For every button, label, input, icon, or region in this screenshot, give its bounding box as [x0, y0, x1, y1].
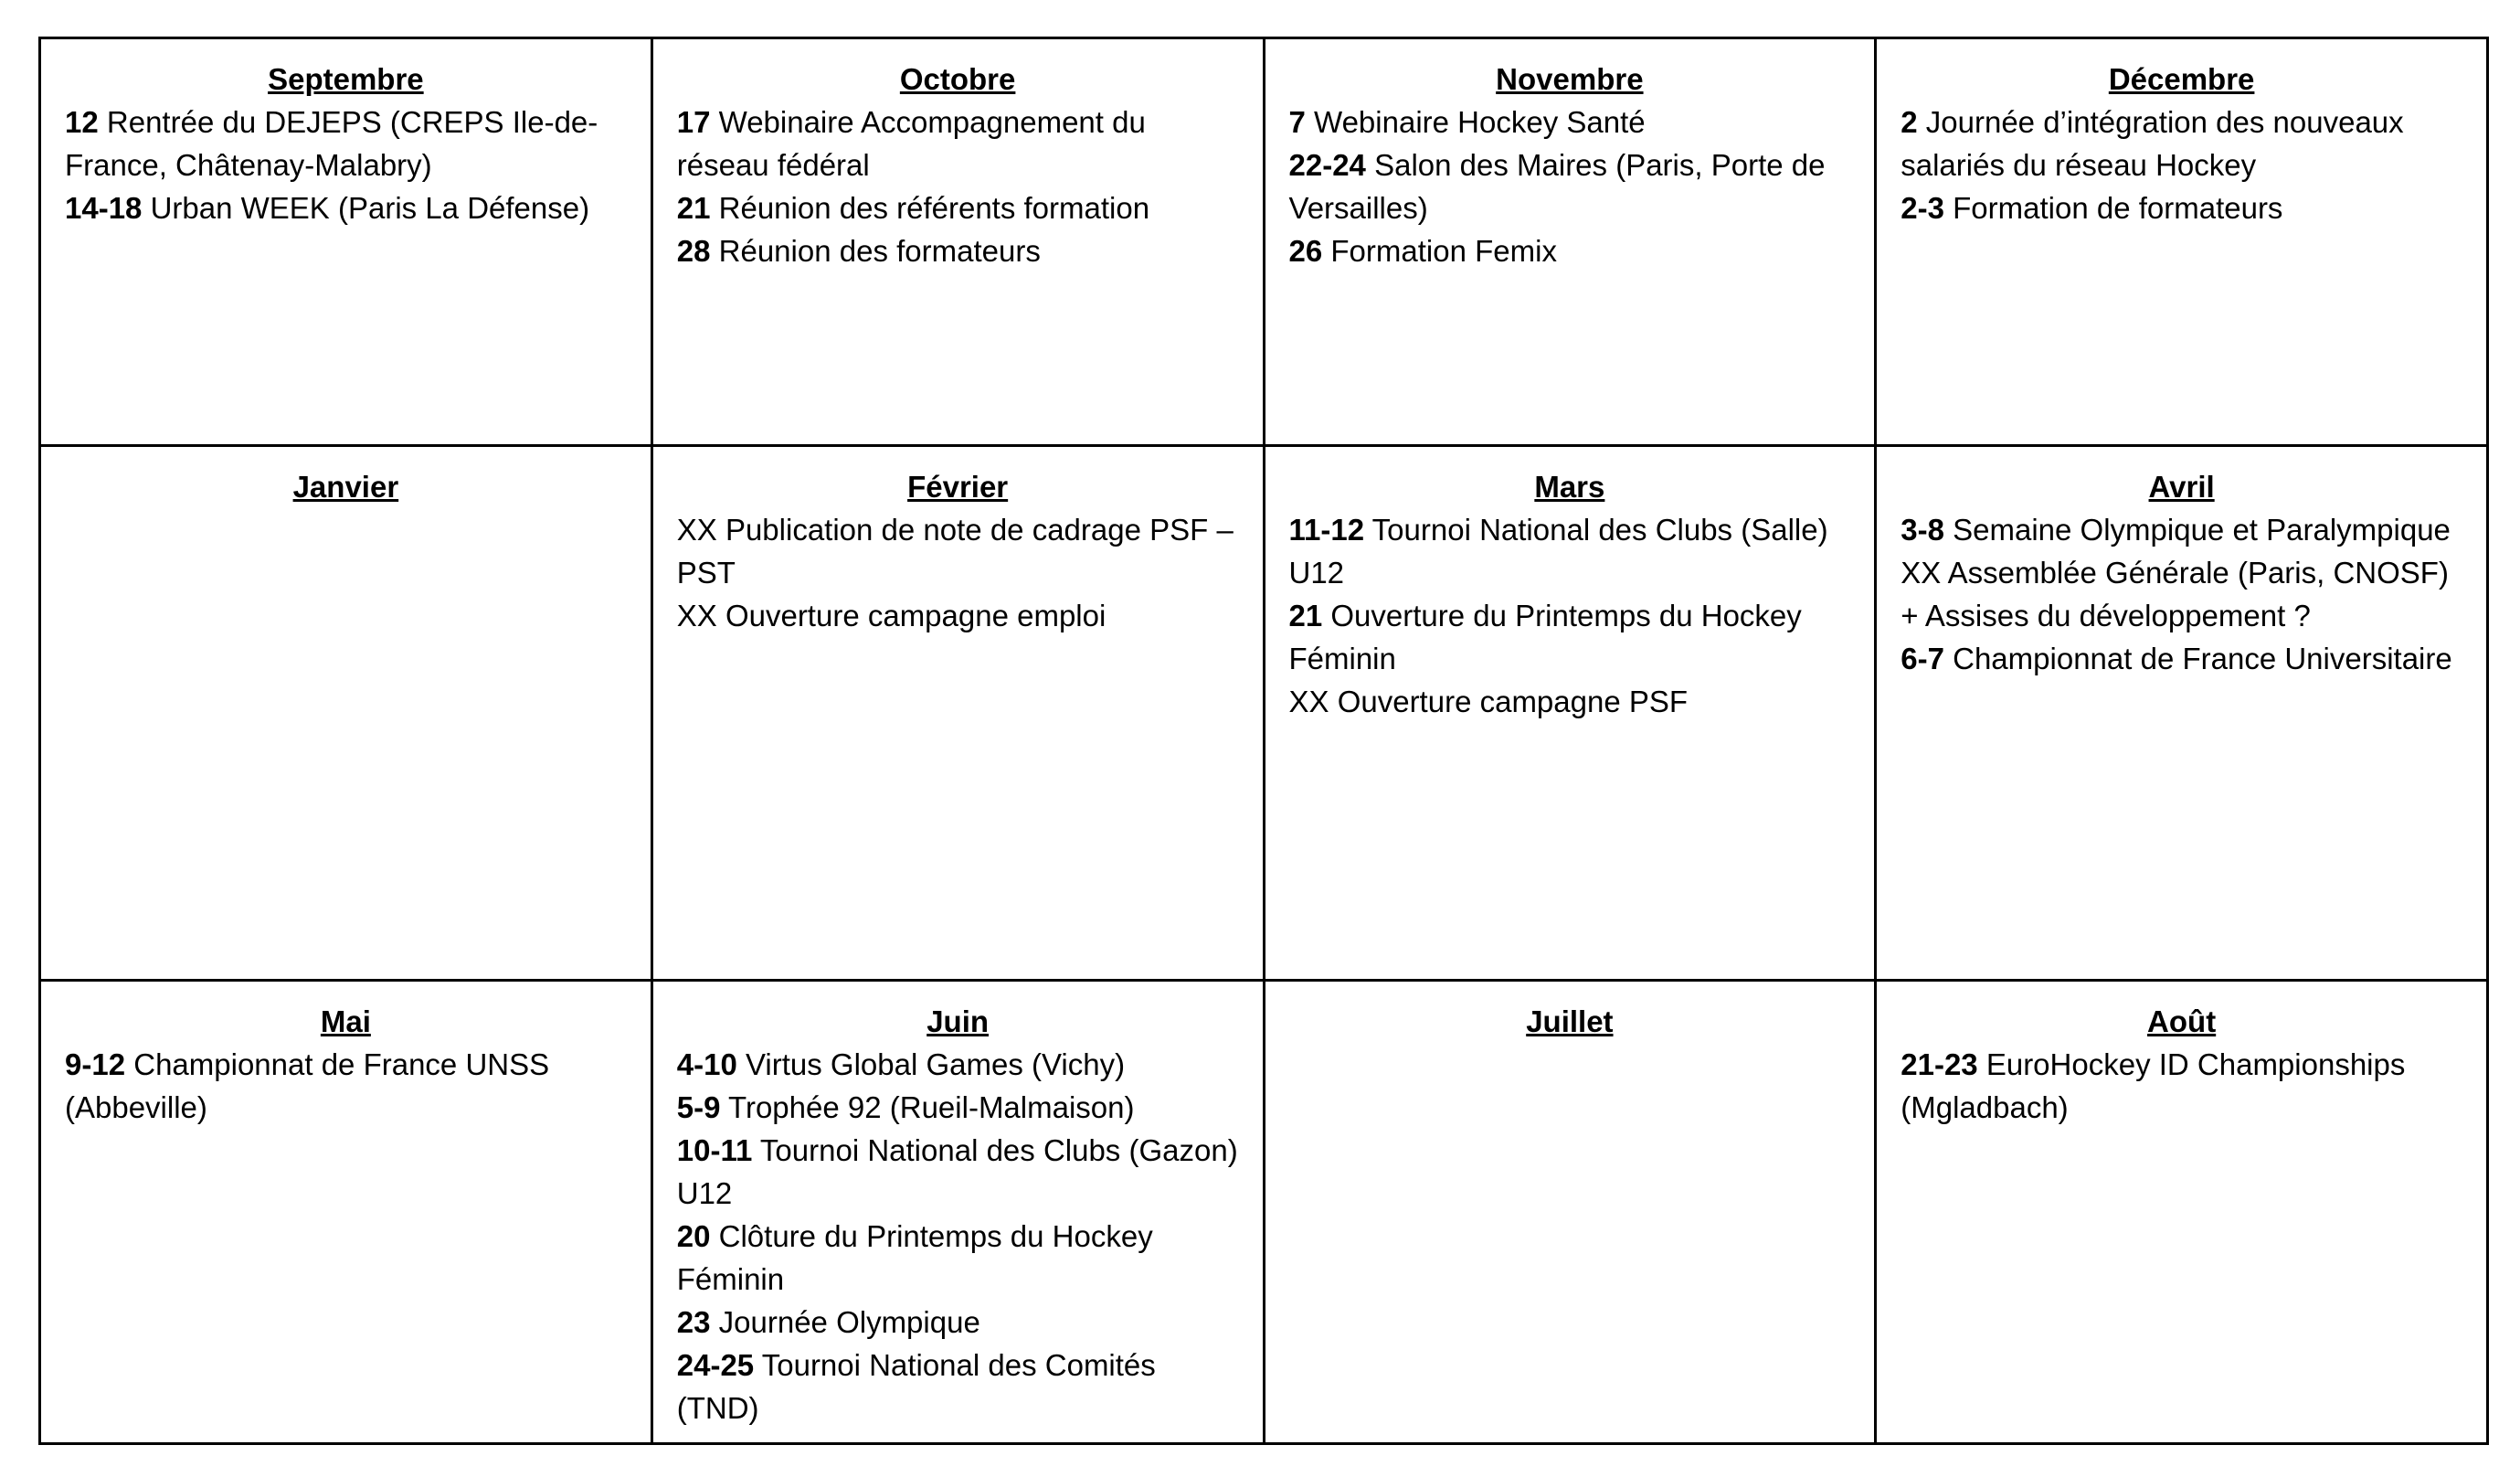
event-item — [677, 186, 1239, 229]
event-date: 5-9 — [676, 1090, 721, 1124]
event-text: Formation de formateurs — [1953, 191, 2283, 225]
event-text: Clôture du Printemps du Hockey Féminin — [676, 1219, 1153, 1296]
event-text: Réunion des formateurs — [718, 234, 1041, 268]
event-item — [677, 1215, 1239, 1301]
event-item — [1289, 594, 1851, 680]
event-date: 21 — [1288, 599, 1323, 632]
event-item — [1289, 229, 1851, 272]
event-date: 20 — [676, 1219, 711, 1253]
event-text: Trophée 92 (Rueil-Malmaison) — [728, 1090, 1135, 1124]
event-text: Semaine Olympique et Paralympique — [1953, 513, 2451, 547]
event-item — [1901, 1043, 2462, 1129]
event-text: Tournoi National des Clubs (Gazon) U12 — [676, 1133, 1238, 1210]
month-title: Août — [2147, 1004, 2217, 1038]
event-text: Ouverture du Printemps du Hockey Féminin — [1288, 599, 1802, 675]
month-title: Janvier — [292, 470, 399, 504]
month-title: Décembre — [2108, 62, 2255, 96]
month-cell-octobre — [651, 38, 1264, 446]
month-title: Février — [907, 470, 1009, 504]
event-date: 14-18 — [65, 191, 143, 225]
month-title: Juillet — [1526, 1004, 1614, 1038]
month-title: Juin — [926, 1004, 990, 1038]
event-item — [1289, 508, 1851, 594]
event-date: 23 — [676, 1305, 711, 1339]
month-title: Mai — [320, 1004, 371, 1038]
event-item — [677, 1129, 1239, 1215]
event-item — [1289, 143, 1851, 229]
event-text: Réunion des référents formation — [718, 191, 1150, 225]
event-text: EuroHockey ID Championships (Mgladbach) — [1901, 1047, 2406, 1124]
event-item — [1289, 680, 1851, 723]
event-date: 22-24 — [1288, 148, 1366, 182]
month-cell-avril — [1876, 446, 2488, 981]
event-item — [677, 1344, 1239, 1429]
month-cell-aout — [1876, 981, 2488, 1444]
event-date: 3-8 — [1901, 513, 1944, 547]
calendar-row — [40, 38, 2488, 446]
event-date: 4-10 — [676, 1047, 737, 1081]
event-text: XX Assemblée Générale (Paris, CNOSF) + Assises du développement ? — [1901, 556, 2449, 632]
event-item — [1289, 101, 1851, 143]
event-text: XX Ouverture campagne PSF — [1288, 685, 1689, 718]
event-date: 28 — [676, 234, 711, 268]
event-date: 24-25 — [676, 1348, 755, 1382]
event-text: Urban WEEK (Paris La Défense) — [150, 191, 590, 225]
event-date: 6-7 — [1901, 642, 1944, 675]
event-text: XX Ouverture campagne emploi — [676, 599, 1106, 632]
event-item — [677, 1301, 1239, 1344]
event-date: 21-23 — [1901, 1047, 1978, 1081]
event-item — [677, 1043, 1239, 1086]
event-item — [677, 1086, 1239, 1129]
event-date: 2 — [1901, 105, 1918, 139]
event-date: 9-12 — [65, 1047, 126, 1081]
event-date: 26 — [1288, 234, 1323, 268]
event-item — [65, 1043, 627, 1129]
event-date: 10-11 — [676, 1133, 753, 1167]
event-text: Webinaire Hockey Santé — [1314, 105, 1646, 139]
event-item — [1901, 508, 2462, 551]
event-date: 17 — [676, 105, 711, 139]
event-text: Tournoi National des Clubs (Salle) U12 — [1288, 513, 1828, 590]
event-item — [677, 508, 1239, 594]
month-cell-fevrier — [651, 446, 1264, 981]
event-item — [1901, 101, 2462, 186]
month-cell-septembre — [40, 38, 652, 446]
event-item — [1901, 551, 2462, 637]
month-cell-mars — [1264, 446, 1876, 981]
calendar-table — [38, 37, 2489, 1445]
event-item — [65, 101, 627, 186]
month-cell-janvier — [40, 446, 652, 981]
month-cell-juin — [651, 981, 1264, 1444]
event-date: 11-12 — [1288, 513, 1365, 547]
event-item — [65, 186, 627, 229]
event-text: Journée Olympique — [718, 1305, 980, 1339]
event-date: 21 — [676, 191, 711, 225]
month-cell-novembre — [1264, 38, 1876, 446]
event-item — [1901, 637, 2462, 680]
month-title: Avril — [2148, 470, 2215, 504]
month-cell-juillet — [1264, 981, 1876, 1444]
month-title: Mars — [1534, 470, 1605, 504]
event-item — [677, 101, 1239, 186]
event-text: Salon des Maires (Paris, Porte de Versailles) — [1288, 148, 1826, 225]
event-text: Webinaire Accompagnement du réseau fédéral — [676, 105, 1146, 182]
month-title: Octobre — [899, 62, 1016, 96]
event-item — [677, 229, 1239, 272]
event-text: XX Publication de note de cadrage PSF – PST — [676, 513, 1234, 590]
event-text: Championnat de France Universitaire — [1953, 642, 2452, 675]
event-item — [1901, 186, 2462, 229]
calendar-row — [40, 981, 2488, 1444]
event-date: 12 — [65, 105, 99, 139]
event-date: 7 — [1288, 105, 1306, 139]
event-text: Formation Femix — [1330, 234, 1557, 268]
event-item — [677, 594, 1239, 637]
event-text: Championnat de France UNSS (Abbeville) — [65, 1047, 550, 1124]
event-text: Rentrée du DEJEPS (CREPS Ile-de-France, Châtenay-Malabry) — [65, 105, 598, 182]
month-cell-decembre — [1876, 38, 2488, 446]
event-text: Virtus Global Games (Vichy) — [745, 1047, 1126, 1081]
calendar-row — [40, 446, 2488, 981]
event-text: Tournoi National des Comités (TND) — [676, 1348, 1156, 1425]
month-title: Novembre — [1496, 62, 1644, 96]
month-title: Septembre — [268, 62, 424, 96]
event-text: Journée d’intégration des nouveaux salariés du réseau Hockey — [1901, 105, 2404, 182]
event-date: 2-3 — [1901, 191, 1944, 225]
month-cell-mai — [40, 981, 652, 1444]
